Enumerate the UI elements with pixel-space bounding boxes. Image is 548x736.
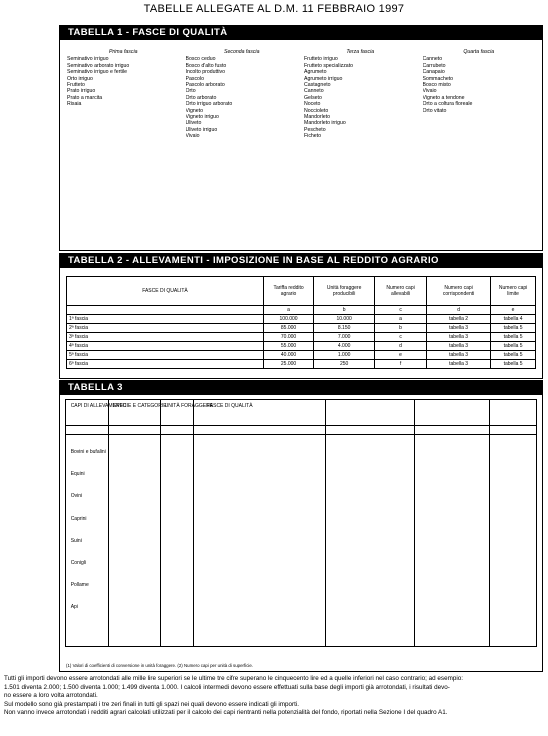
table-3-grid [65, 399, 537, 647]
coltura-item: Canneto [422, 56, 443, 63]
fascia-heading: Seconda fascia [224, 49, 260, 55]
coltura-item: Prato irriguo [67, 88, 96, 95]
coltura-item: Vigneto [185, 107, 203, 114]
coltura-item: Vigneto a tendone [422, 94, 465, 101]
table-cell: 10.000 [314, 315, 375, 324]
coltura-item: Noceto [304, 101, 321, 108]
coltura-item: Orto a coltura floreale [422, 101, 473, 108]
coltura-item: Seminativo irriguo e fertile [67, 69, 127, 76]
coltura-item: Noccioleto [304, 107, 329, 114]
table-cell: tabella 5 [491, 324, 536, 333]
footer-line: Non vanno invece arrotondati i redditi agrari calcolati utilizzati per il calcolo dei capi rientranti nella potenzialità del fondo, riportati nella Sezione I del quadro A1. [4, 709, 448, 717]
table-2 [59, 253, 543, 379]
category-label: Pollame [70, 582, 89, 589]
table-cell: 8.150 [314, 324, 375, 333]
table-3-header: CAPI DI ALLEVAMENTO [70, 403, 127, 409]
table-2-column-letter: b [314, 306, 375, 315]
category-label: Ovini [70, 493, 83, 500]
coltura-item: Mandorleto [304, 114, 330, 121]
coltura-item: Incolto produttivo [185, 69, 226, 76]
fascia-heading: Prima fascia [108, 49, 138, 55]
table-cell: 4.000 [314, 342, 375, 351]
coltura-item: Ficheto [304, 133, 322, 140]
table-1-body [64, 43, 538, 246]
table-cell: tabella 2 [427, 315, 491, 324]
coltura-item: Frutteto [67, 82, 85, 89]
table-cell: c [375, 333, 427, 342]
coltura-item: Pescheto [304, 126, 326, 133]
coltura-item: Agrumeto irriguo [304, 75, 343, 82]
category-label: Equini [70, 471, 85, 478]
table-cell: d [375, 342, 427, 351]
table-row [67, 324, 536, 333]
table-cell: 1ª fascia [67, 315, 264, 324]
table-2-header: Unità foraggere producibili [314, 277, 375, 306]
fascia-column [301, 43, 420, 246]
table-2-header: Numero capi corrispondenti [427, 277, 491, 306]
table-cell: 70.000 [263, 333, 313, 342]
table-row [67, 315, 536, 324]
table-cell: tabella 3 [427, 333, 491, 342]
table-cell: 25.000 [263, 360, 313, 369]
coltura-item: Carrubeto [422, 62, 446, 69]
table-cell: 40.000 [263, 351, 313, 360]
coltura-item: Pascolo [185, 75, 204, 82]
coltura-item: Orto irriguo [67, 75, 93, 82]
table-row [67, 351, 536, 360]
table-2-column-letter: a [263, 306, 313, 315]
table-cell: 7.000 [314, 333, 375, 342]
table-3-header: UNITÀ FORAGGERE [164, 403, 214, 409]
table-cell: tabella 5 [491, 333, 536, 342]
coltura-item: Sommacheto [422, 75, 454, 82]
footer-notes [4, 675, 544, 718]
coltura-item: Prato a marcita [67, 94, 103, 101]
coltura-item: Canneto [304, 88, 324, 95]
table-2-column-letter: e [491, 306, 536, 315]
coltura-item: Risaia [67, 101, 82, 108]
table-row [67, 360, 536, 369]
table-cell: tabella 5 [491, 351, 536, 360]
grid-row-divider [66, 425, 536, 426]
coltura-item: Bosco ceduo [185, 56, 216, 63]
coltura-item: Canapaio [422, 69, 445, 76]
table-2-header: Numero capi limite [491, 277, 536, 306]
coltura-item: Seminativo arborato irriguo [67, 62, 130, 69]
table-cell: tabella 5 [491, 360, 536, 369]
coltura-item: Orto [185, 88, 196, 95]
fascia-column [183, 43, 302, 246]
table-cell: 55.000 [263, 342, 313, 351]
table-2-column-letter [67, 306, 264, 315]
footer-line: Tutti gli importi devono essere arrotondati alle mille lire superiori se le ultime tre cifre superano le cinquecento lire ed a quelle inferiori nel caso contrario; ad esempio: [4, 675, 463, 682]
table-2-header: FASCE DI QUALITÀ [67, 277, 264, 306]
coltura-item: Vivaio [185, 133, 200, 140]
grid-row-divider [66, 434, 536, 435]
table-cell: tabella 3 [427, 342, 491, 351]
table-2-header: Numero capi allevabili [375, 277, 427, 306]
table-cell: 3ª fascia [67, 333, 264, 342]
table-cell: 2ª fascia [67, 324, 264, 333]
coltura-item: Bosco d'alto fusto [185, 62, 227, 69]
coltura-item: Orto irriguo arborato [185, 101, 233, 108]
table-cell: tabella 4 [491, 315, 536, 324]
table-3 [59, 380, 543, 672]
coltura-item: Vivaio [422, 88, 437, 95]
category-label: Bovini e bufalini [70, 449, 106, 456]
table-3-notes: (1) Valori di coefficienti di conversione in unità foraggere. (2) Numero capi per unità di superficie. [66, 663, 254, 668]
table-cell: 85.000 [263, 324, 313, 333]
table-2-heading: TABELLA 2 - ALLEVAMENTI - IMPOSIZIONE IN BASE AL REDDITO AGRARIO [60, 254, 542, 268]
table-3-heading: TABELLA 3 [60, 381, 542, 395]
table-cell: tabella 3 [427, 360, 491, 369]
table-cell: 4ª fascia [67, 342, 264, 351]
table-3-header: SPECIE E CATEGORIE [113, 403, 167, 409]
table-row [67, 342, 536, 351]
table-cell: 100.000 [263, 315, 313, 324]
grid-column-divider [414, 400, 415, 646]
footer-line: 1.501 diventa 2.000; 1.500 diventa 1.000; 1.499 diventa 1.000. I calcoli intermedi devono essere effettuati sulla base degli importi già arrotondati, i risultati devo- [4, 683, 450, 691]
coltura-item: Agrumeto [304, 69, 327, 76]
coltura-item: Mandorleto irriguo [304, 120, 346, 127]
table-2-column-letter: c [375, 306, 427, 315]
fascia-column [64, 43, 183, 246]
coltura-item: Seminativo irriguo [67, 56, 109, 63]
table-cell: b [375, 324, 427, 333]
category-label: Api [70, 604, 78, 611]
table-1-heading: TABELLA 1 - FASCE DI QUALITÀ [60, 26, 542, 40]
footer-line: no essere a loro volta arrotondati. [4, 692, 98, 700]
coltura-item: Uliveto [185, 120, 202, 127]
coltura-item: Frutteto specializzato [304, 62, 354, 69]
table-cell: 6ª fascia [67, 360, 264, 369]
table-cell: tabella 3 [427, 351, 491, 360]
table-2-column-letter: d [427, 306, 491, 315]
fascia-column [420, 43, 539, 246]
table-cell: a [375, 315, 427, 324]
grid-column-divider [489, 400, 490, 646]
table-cell: 5ª fascia [67, 351, 264, 360]
coltura-item: Orto vitato [422, 107, 447, 114]
table-row [67, 333, 536, 342]
footer-line: Sul modello sono già prestampati i tre zeri finali in tutti gli spazi nei quali devono essere indicati gli importi. [4, 700, 300, 708]
category-label: Conigli [70, 559, 86, 566]
grid-column-divider [160, 400, 161, 646]
table-2-grid [66, 276, 536, 369]
grid-column-divider [325, 400, 326, 646]
coltura-item: Vigneto irriguo [185, 114, 219, 121]
grid-column-divider [108, 400, 109, 646]
page-title: TABELLE ALLEGATE AL D.M. 11 FEBBRAIO 1997 [143, 3, 405, 15]
coltura-item: Castagneto [304, 82, 331, 89]
coltura-item: Pascolo arborato [185, 82, 225, 89]
fascia-heading: Quarta fascia [463, 49, 495, 55]
table-cell: e [375, 351, 427, 360]
coltura-item: Gelseto [304, 94, 322, 101]
table-cell: tabella 5 [491, 342, 536, 351]
table-3-header: FASCE DI QUALITÀ [207, 403, 253, 409]
table-cell: 250 [314, 360, 375, 369]
table-cell: f [375, 360, 427, 369]
table-cell: 1.000 [314, 351, 375, 360]
category-label: Caprini [70, 515, 87, 522]
coltura-item: Uliveto irriguo [185, 126, 218, 133]
grid-column-divider [193, 400, 194, 646]
table-1 [59, 25, 543, 251]
coltura-item: Orto arborato [185, 94, 217, 101]
category-label: Suini [70, 537, 82, 544]
table-2-header: Tariffa reddito agrario [263, 277, 313, 306]
coltura-item: Bosco misto [422, 82, 451, 89]
fascia-heading: Terza fascia [346, 49, 375, 55]
coltura-item: Frutteto irriguo [304, 56, 338, 63]
table-cell: tabella 3 [427, 324, 491, 333]
